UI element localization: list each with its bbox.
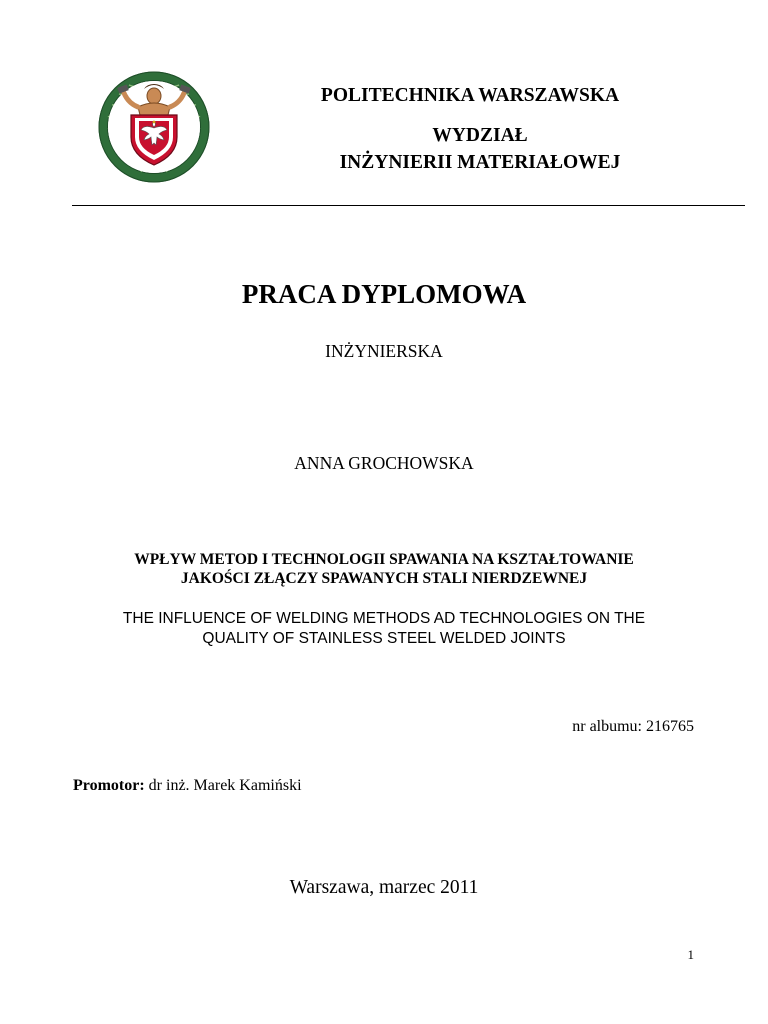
- header-divider: [72, 205, 745, 206]
- album-number: nr albumu: 216765: [572, 718, 694, 735]
- promotor-line: [73, 777, 302, 795]
- university-emblem-icon: [98, 71, 210, 183]
- faculty-name: INŻYNIERII MATERIAŁOWEJ: [339, 152, 621, 173]
- faculty-label: WYDZIAŁ: [432, 125, 528, 146]
- document-type: PRACA DYPLOMOWA: [241, 279, 527, 309]
- document-subtype: INŻYNIERSKA: [325, 341, 443, 361]
- promotor-name: dr inż. Marek Kamiński: [144, 777, 302, 794]
- title-english-line2: QUALITY OF STAINLESS STEEL WELDED JOINTS: [202, 630, 566, 647]
- place-and-date: Warszawa, marzec 2011: [289, 877, 479, 898]
- title-english-line1: THE INFLUENCE OF WELDING METHODS AD TECHNOLOGIES ON THE: [122, 610, 646, 627]
- page-number: 1: [687, 947, 694, 962]
- author-name: ANNA GROCHOWSKA: [294, 453, 474, 473]
- university-name: POLITECHNIKA WARSZAWSKA: [320, 85, 620, 106]
- title-polish-line2: JAKOŚCI ZŁĄCZY SPAWANYCH STALI NIERDZEWNEJ: [180, 570, 588, 587]
- promotor-label: Promotor:: [73, 777, 145, 794]
- title-polish-line1: WPŁYW METOD I TECHNOLOGII SPAWANIA NA KSZTAŁTOWANIE: [134, 551, 634, 568]
